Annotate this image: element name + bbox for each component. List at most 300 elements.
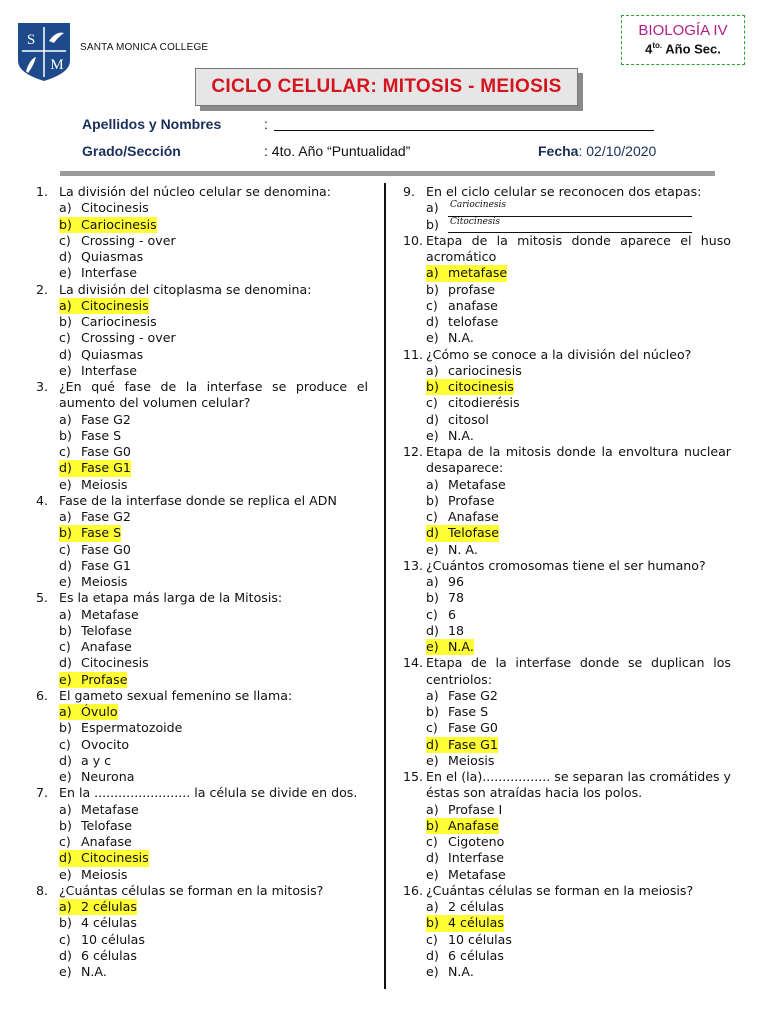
option-text: Fase G0	[81, 541, 131, 557]
question-14	[403, 655, 731, 769]
option-text: Quiasmas	[81, 249, 144, 264]
option-letter: d)	[59, 460, 81, 476]
question-text: Es la etapa más larga de la Mitosis:	[59, 590, 283, 606]
option-letter: d)	[59, 557, 72, 573]
year-label	[622, 41, 744, 56]
option-text: 4 células	[81, 915, 137, 931]
answer-option[interactable]	[59, 964, 368, 980]
answer-option[interactable]	[59, 834, 368, 850]
option-text: Cariocinesis	[81, 314, 157, 329]
school-logo	[16, 21, 72, 83]
option-text-highlighted: 2 células	[81, 899, 137, 914]
option-text: 10 células	[81, 931, 145, 947]
option-letter: c)	[426, 606, 438, 622]
question-13	[403, 558, 731, 656]
answer-option[interactable]	[426, 590, 731, 606]
date-value: : 02/10/2020	[578, 143, 657, 159]
option-letter: a)	[59, 411, 72, 427]
option-text: N.A.	[448, 427, 474, 443]
answer-option[interactable]	[59, 932, 368, 948]
option-letter: d)	[59, 655, 72, 671]
option-text: cariocinesis	[448, 362, 522, 378]
option-letter: a)	[59, 298, 81, 314]
option-text: Meiosis	[81, 574, 128, 589]
option-text: N.A.	[448, 964, 474, 979]
question-1	[36, 184, 368, 282]
option-letter: a)	[426, 362, 439, 378]
option-letter: d)	[426, 622, 439, 638]
answer-option[interactable]	[426, 802, 731, 818]
question-3	[36, 379, 368, 493]
answer-option[interactable]	[59, 574, 368, 590]
option-letter: b)	[426, 379, 448, 395]
option-letter: a)	[426, 899, 439, 914]
question-7	[36, 785, 368, 883]
option-letter: d)	[59, 850, 81, 866]
option-text: 78	[448, 590, 465, 606]
question-8	[36, 883, 368, 981]
option-letter: d)	[426, 850, 439, 866]
option-letter: e)	[59, 769, 72, 784]
answer-option[interactable]	[59, 915, 368, 931]
answer-option[interactable]	[426, 379, 731, 395]
answer-option[interactable]	[59, 363, 368, 379]
option-text: anafase	[448, 297, 498, 313]
answer-option[interactable]	[426, 298, 731, 314]
question-text: El gameto sexual femenino se llama:	[59, 687, 293, 703]
option-letter: c)	[59, 834, 71, 849]
option-text: Telofase	[81, 622, 132, 638]
subject-box	[621, 15, 745, 65]
option-letter: c)	[59, 736, 71, 752]
option-text: Neurona	[81, 769, 135, 784]
question-11	[403, 347, 731, 445]
question-text: ¿Cuántas células se forman en la mitosis?	[59, 882, 324, 898]
answer-option[interactable]	[426, 720, 731, 736]
answer-option[interactable]	[426, 282, 731, 298]
answer-option[interactable]	[59, 899, 368, 915]
question-text: En el ciclo celular se reconocen dos etapas:	[426, 184, 702, 199]
logo-letter-s: S	[26, 32, 36, 48]
option-letter: d)	[59, 947, 72, 963]
option-letter: b)	[59, 427, 72, 443]
option-text-highlighted: Profase	[81, 671, 128, 687]
option-text: 10 células	[448, 931, 512, 947]
question-text: Etapa de la mitosis donde la envoltura nuclear desaparece:	[426, 444, 731, 476]
option-text: 18	[448, 622, 465, 638]
option-text: Crossing - over	[81, 232, 176, 248]
option-text: Interfase	[81, 265, 138, 281]
question-5	[36, 590, 368, 688]
option-letter: c)	[59, 541, 71, 557]
answer-option[interactable]	[426, 330, 731, 346]
option-text-highlighted: Fase G1	[81, 460, 131, 476]
answer-option[interactable]	[59, 314, 368, 330]
option-text: Espermatozoide	[81, 720, 183, 736]
question-number: 16.	[403, 882, 424, 898]
option-text: Meiosis	[81, 476, 128, 492]
option-letter: b)	[59, 817, 72, 833]
option-letter: e)	[426, 427, 439, 443]
answer-option[interactable]	[59, 867, 368, 883]
option-text: Fase G2	[81, 509, 131, 524]
answer-option[interactable]	[59, 330, 368, 346]
answer-option[interactable]	[426, 704, 731, 720]
blank-option-b	[426, 217, 731, 233]
answer-option[interactable]	[426, 964, 731, 980]
option-letter: c)	[426, 297, 438, 313]
blank-answer[interactable]: Cariocinesis	[448, 200, 692, 216]
option-text: Quiasmas	[81, 346, 144, 362]
answer-option[interactable]	[59, 720, 368, 736]
option-text-highlighted: Anafase	[448, 817, 499, 833]
blank-answer[interactable]: Citocinesis	[448, 217, 692, 233]
option-text-highlighted: N.A.	[448, 639, 474, 654]
question-text: Etapa de la mitosis donde aparece el huso acromático	[426, 232, 731, 264]
option-text: Anafase	[81, 834, 132, 849]
date-label: Fecha	[538, 143, 579, 159]
option-letter: b)	[59, 915, 72, 931]
option-text: 6	[448, 606, 457, 622]
option-letter: d)	[426, 411, 439, 427]
option-letter: d)	[426, 525, 448, 541]
question-6	[36, 688, 368, 786]
option-text-highlighted: Citocinesis	[81, 297, 149, 313]
answer-option[interactable]	[426, 623, 731, 639]
answer-option[interactable]	[59, 769, 368, 785]
option-letter: a)	[426, 265, 448, 281]
option-text: 6 células	[81, 947, 137, 963]
answer-option[interactable]	[59, 460, 368, 476]
option-text: Interfase	[448, 850, 505, 866]
option-text: Fase G2	[448, 687, 498, 703]
option-text: N.A.	[448, 330, 474, 346]
option-letter: d)	[426, 947, 439, 963]
question-text: La división del citoplasma se denomina:	[59, 281, 312, 297]
left-column	[36, 184, 368, 980]
answer-option[interactable]	[426, 688, 731, 704]
option-text-highlighted: Cariocinesis	[81, 216, 157, 232]
answer-option[interactable]	[59, 607, 368, 623]
option-letter: e)	[426, 964, 439, 979]
option-letter: a)	[59, 801, 72, 817]
option-letter: a)	[59, 704, 81, 720]
question-text: La división del núcleo celular se denomina:	[59, 184, 332, 199]
option-letter: e)	[59, 476, 72, 492]
option-letter: b)	[59, 720, 72, 736]
option-letter: a)	[426, 574, 439, 589]
option-text: 96	[448, 574, 465, 589]
answer-option[interactable]	[426, 867, 731, 883]
year-text: Año Sec.	[662, 41, 721, 57]
option-letter: e)	[426, 541, 439, 557]
option-text-highlighted: Óvulo	[81, 704, 118, 719]
question-number: 12.	[403, 444, 424, 459]
option-text: citodierésis	[448, 395, 520, 411]
option-letter: a)	[426, 687, 439, 703]
option-text: Metafase	[448, 866, 506, 882]
option-text: N.A.	[81, 964, 107, 979]
column-divider	[384, 183, 386, 989]
header-divider	[60, 171, 715, 176]
question-number: 5.	[36, 590, 49, 606]
option-letter: e)	[426, 639, 448, 655]
option-letter: c)	[59, 444, 71, 459]
option-text: Fase S	[448, 704, 489, 719]
question-number: 10.	[403, 232, 424, 248]
option-letter: a)	[426, 476, 439, 492]
date	[538, 143, 656, 159]
option-text: Crossing - over	[81, 330, 176, 346]
option-letter: e)	[59, 866, 72, 882]
blank-option-a	[426, 200, 731, 216]
question-text: ¿Cuántas células se forman en la meiosis?	[426, 882, 694, 898]
title-box	[195, 68, 578, 106]
question-number: 14.	[403, 655, 424, 671]
option-letter: e)	[426, 866, 439, 882]
grade-value: : 4to. Año “Puntualidad”	[264, 143, 411, 159]
answer-option[interactable]	[59, 948, 368, 964]
option-text: profase	[448, 281, 496, 297]
question-number: 4.	[36, 492, 49, 508]
option-text: Fase G0	[448, 720, 498, 736]
option-letter: b)	[59, 217, 81, 233]
answer-option[interactable]	[426, 412, 731, 428]
answer-option[interactable]	[59, 623, 368, 639]
subject-label: BIOLOGÍA IV	[638, 22, 728, 39]
option-text: Profase	[448, 492, 495, 508]
right-column	[403, 184, 731, 980]
option-letter: e)	[59, 574, 72, 589]
answer-option[interactable]	[59, 704, 368, 720]
option-text-highlighted: citocinesis	[448, 379, 514, 394]
option-letter: b)	[426, 704, 439, 719]
question-text: ¿En qué fase de la interfase se produce el aumento del volumen celular?	[59, 379, 368, 411]
answer-option[interactable]	[426, 314, 731, 330]
grade-label: Grado/Sección	[82, 143, 181, 159]
answer-option[interactable]	[59, 298, 368, 314]
answer-option[interactable]	[59, 200, 368, 216]
answer-option[interactable]	[426, 265, 731, 281]
question-number: 1.	[36, 184, 49, 199]
option-text: Interfase	[81, 362, 138, 378]
option-text: 6 células	[448, 947, 504, 963]
answer-option[interactable]	[426, 509, 731, 525]
option-text: telofase	[448, 314, 499, 329]
option-text: Citocinesis	[81, 655, 149, 671]
option-text: a y c	[81, 752, 112, 768]
answer-option[interactable]	[59, 753, 368, 769]
question-number: 15.	[403, 769, 424, 784]
name-colon: :	[264, 116, 268, 132]
logo-letter-m: M	[50, 57, 64, 73]
question-text: ¿Cuántos cromosomas tiene el ser humano?	[426, 557, 706, 573]
answer-option[interactable]	[59, 818, 368, 834]
answer-option[interactable]	[426, 525, 731, 541]
option-letter: e)	[426, 330, 439, 346]
question-text: Etapa de la interfase donde se duplican los centriolos:	[426, 655, 731, 687]
option-letter: e)	[59, 265, 72, 281]
option-text: 2 células	[448, 899, 504, 914]
option-letter: c)	[59, 232, 71, 248]
option-text: Metafase	[448, 476, 506, 492]
answer-option[interactable]	[59, 477, 368, 493]
answer-option[interactable]	[426, 542, 731, 558]
question-text: ¿Cómo se conoce a la división del núcleo?	[426, 346, 692, 362]
option-letter: b)	[59, 314, 72, 329]
option-letter: b)	[59, 622, 72, 638]
answer-option[interactable]	[426, 574, 731, 590]
answer-option[interactable]	[426, 395, 731, 411]
question-number: 3.	[36, 379, 49, 394]
answer-option[interactable]	[426, 493, 731, 509]
option-text-highlighted: metafase	[448, 265, 508, 281]
year-number: 4	[645, 41, 653, 57]
option-letter: d)	[426, 737, 448, 753]
option-text: Profase I	[448, 801, 503, 817]
name-label: Apellidos y Nombres	[82, 116, 222, 132]
question-text: En el (la)................. se separan las cromátides y éstas son atraídas hacia los polos.	[426, 769, 731, 801]
option-letter: a)	[59, 899, 81, 915]
option-letter: b)	[426, 492, 439, 508]
option-letter: a)	[59, 200, 72, 216]
option-text-highlighted: Telofase	[448, 525, 499, 541]
option-letter: c)	[426, 931, 438, 947]
option-letter: a)	[426, 200, 439, 216]
option-letter: d)	[59, 249, 72, 264]
option-letter: b)	[59, 525, 81, 541]
question-10	[403, 233, 731, 347]
question-text: Fase de la interfase donde se replica el ADN	[59, 492, 337, 508]
option-text: Ovocito	[81, 736, 130, 752]
answer-option[interactable]	[426, 428, 731, 444]
option-text: N. A.	[448, 541, 478, 557]
question-number: 8.	[36, 882, 49, 898]
answer-option[interactable]	[426, 834, 731, 850]
option-letter: a)	[59, 606, 72, 622]
option-letter: c)	[426, 834, 438, 849]
option-letter: a)	[426, 801, 439, 817]
option-text: Anafase	[81, 639, 132, 654]
option-text: Fase G2	[81, 411, 131, 427]
answer-option[interactable]	[59, 249, 368, 265]
option-text: Citocinesis	[81, 200, 149, 216]
option-letter: a)	[59, 509, 72, 524]
question-4	[36, 493, 368, 591]
page-title: CICLO CELULAR: MITOSIS - MEIOSIS	[211, 76, 562, 97]
option-letter: c)	[59, 330, 71, 346]
answer-option[interactable]	[59, 558, 368, 574]
question-16	[403, 883, 731, 981]
option-text: Metafase	[81, 801, 139, 817]
question-number: 13.	[403, 557, 424, 573]
option-letter: e)	[59, 964, 72, 979]
option-letter: b)	[426, 915, 448, 931]
option-text: Telofase	[81, 817, 132, 833]
year-sup: to.	[652, 41, 663, 50]
option-text-highlighted: 4 células	[448, 915, 504, 931]
answer-option[interactable]	[59, 655, 368, 671]
answer-option[interactable]	[426, 899, 731, 915]
answer-option[interactable]	[59, 347, 368, 363]
option-letter: b)	[426, 590, 439, 606]
option-text: citosol	[448, 411, 489, 427]
option-letter: c)	[59, 639, 71, 654]
answer-option[interactable]	[426, 932, 731, 948]
answer-option[interactable]	[426, 753, 731, 769]
option-letter: b)	[426, 281, 439, 297]
answer-option[interactable]	[426, 948, 731, 964]
answer-option[interactable]	[426, 915, 731, 931]
answer-option[interactable]	[59, 672, 368, 688]
option-text: Meiosis	[81, 866, 128, 882]
answer-option[interactable]	[59, 412, 368, 428]
answer-option[interactable]	[59, 737, 368, 753]
option-letter: c)	[426, 720, 438, 736]
question-2	[36, 282, 368, 380]
question-number: 2.	[36, 281, 49, 297]
answer-option[interactable]	[59, 217, 368, 233]
question-number: 7.	[36, 785, 49, 801]
option-text-highlighted: Fase S	[81, 525, 122, 541]
answer-option[interactable]	[426, 737, 731, 753]
answer-option[interactable]	[59, 802, 368, 818]
answer-option[interactable]	[426, 850, 731, 866]
option-letter: c)	[426, 395, 438, 411]
option-text-highlighted: Fase G1	[448, 736, 498, 752]
option-letter: c)	[59, 931, 71, 947]
question-number: 11.	[403, 346, 424, 362]
answer-option[interactable]	[426, 477, 731, 493]
option-text: Meiosis	[448, 752, 495, 768]
answer-option[interactable]	[59, 265, 368, 281]
answer-option[interactable]	[59, 428, 368, 444]
option-text: Metafase	[81, 606, 139, 622]
answer-option[interactable]	[59, 444, 368, 460]
answer-option[interactable]	[59, 233, 368, 249]
option-letter: b)	[426, 216, 439, 232]
option-text: Cigoteno	[448, 834, 505, 849]
option-text: Fase S	[81, 427, 122, 443]
answer-option[interactable]	[426, 607, 731, 623]
option-letter: c)	[426, 509, 438, 524]
question-15	[403, 769, 731, 883]
option-letter: e)	[59, 362, 72, 378]
answer-option[interactable]	[426, 818, 731, 834]
option-text: Anafase	[448, 509, 499, 524]
answer-option[interactable]	[59, 850, 368, 866]
question-text: En la ........................ la célula se divide en dos.	[59, 785, 358, 801]
question-12	[403, 444, 731, 558]
option-letter: d)	[426, 314, 439, 329]
question-9	[403, 184, 731, 233]
answer-option[interactable]	[59, 542, 368, 558]
option-letter: d)	[59, 752, 72, 768]
option-letter: e)	[426, 752, 439, 768]
answer-option[interactable]	[426, 639, 731, 655]
answer-option[interactable]	[59, 639, 368, 655]
name-field[interactable]	[274, 130, 654, 131]
option-text: Fase G0	[81, 444, 131, 459]
answer-option[interactable]	[59, 525, 368, 541]
option-letter: e)	[59, 672, 81, 688]
option-letter: b)	[426, 818, 448, 834]
answer-option[interactable]	[426, 363, 731, 379]
school-name: SANTA MONICA COLLEGE	[80, 42, 209, 53]
answer-option[interactable]	[59, 509, 368, 525]
option-letter: d)	[59, 346, 72, 362]
question-number: 6.	[36, 687, 49, 703]
